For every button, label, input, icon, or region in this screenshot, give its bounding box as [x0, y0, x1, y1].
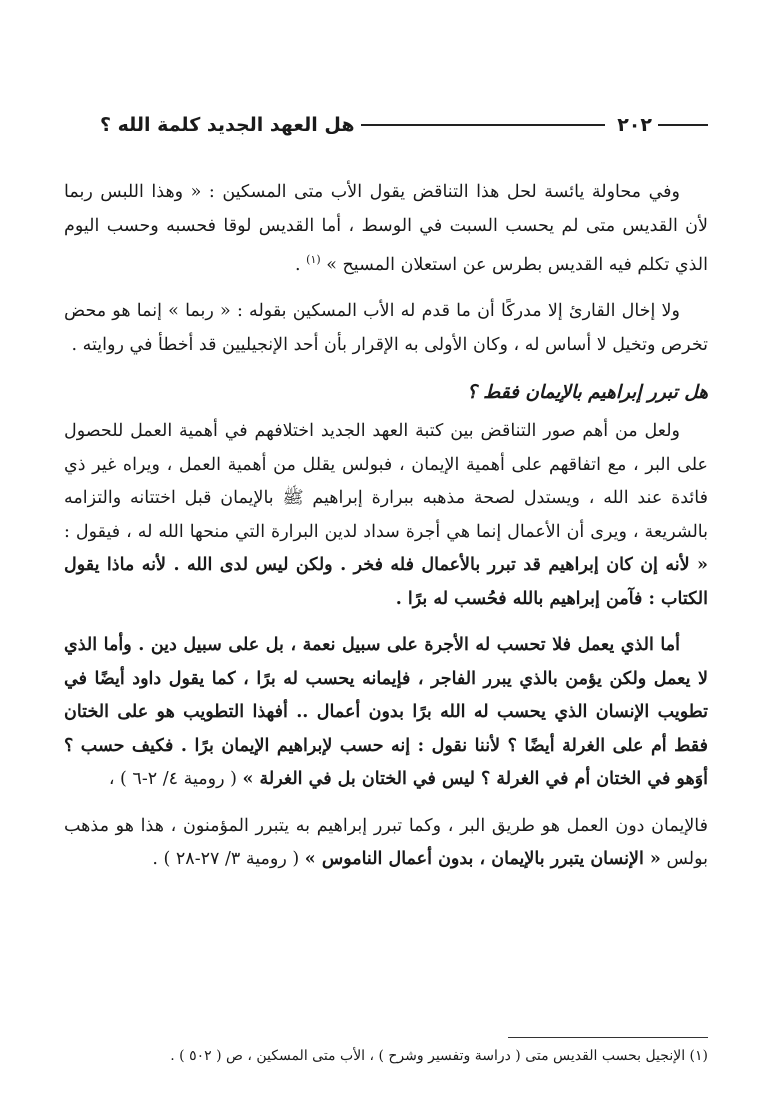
- page-number: ٢٠٢: [617, 114, 652, 136]
- paragraph-1: [64, 176, 708, 282]
- paragraph-5-quote: « الإنسان يتبرر بالإيمان ، بدون أعمال الناموس »: [304, 849, 661, 870]
- footnote: (١) الإنجيل بحسب القديس متى ( دراسة وتفسير وشرح ) ، الأب متى المسكين ، ص ( ٥٠٢ ) .: [170, 1048, 708, 1064]
- footnote-marker: (١): [306, 253, 321, 266]
- paragraph-2: ولا إخال القارئ إلا مدركًا أن ما قدم له الأب المسكين بقوله : « ربما » إنما هو محض تخرص وتخيل لا أساس له ، وكان الأولى به الإقرار بأن أحد الإنجيليين قد أخطأ في روايته .: [64, 301, 708, 355]
- header-rule: [361, 124, 606, 126]
- paragraph-1-end: .: [295, 254, 307, 275]
- section-heading: هل تبرر إبراهيم بالإيمان فقط ؟: [466, 382, 708, 404]
- page-title: هل العهد الجديد كلمة الله ؟: [100, 114, 355, 136]
- running-header: [90, 108, 708, 142]
- header-rule-right: [658, 124, 708, 126]
- paragraph-3-text: ولعل من أهم صور التناقض بين كتبة العهد الجديد اختلافهم في أهمية العمل للحصول على البر ، مع اتفاقهم على أهمية الإيمان ، فبولس يقلل من أهمية العمل ، ويراه غير ذي فائدة عند الله ، ويستدل لصحة مذهبه ببرارة إبراهيم ﷺ بالإيمان قبل اختتانه والتزامه بالشريعة ، ويرى أن الأعمال إنما هي أجرة سداد لدين البرارة التي منحها الله له ، فيقول :: [64, 421, 708, 542]
- paragraph-3-quote: « لأنه إن كان إبراهيم قد تبرر بالأعمال فله فخر . ولكن ليس لدى الله . لأنه ماذا يقول الكتاب : فآمن إبراهيم بالله فحُسب له برًا .: [64, 555, 708, 609]
- paragraph-1-text: وفي محاولة يائسة لحل هذا التناقض يقول الأب متى المسكين : « وهذا اللبس ربما لأن القديس متى لم يحسب السبت في الوسط ، أما القديس لوقا فحسبه وحسب اليوم الذي تكلم فيه القديس بطرس عن استعلان المسيح »: [64, 182, 708, 275]
- page-body: [64, 176, 708, 890]
- paragraph-5-text: فالإيمان دون العمل هو طريق البر ، وكما تبرر إبراهيم به يتبرر المؤمنون ، هذا هو مذهب بولس: [64, 815, 708, 870]
- paragraph-3: [64, 415, 708, 616]
- paragraph-5: [64, 810, 708, 877]
- footnote-divider: [508, 1037, 708, 1038]
- paragraph-5-ref: ( رومية ٣/ ٢٧-٢٨ ) .: [152, 849, 305, 870]
- paragraph-4-quote: أما الذي يعمل فلا تحسب له الأجرة على سبيل نعمة ، بل على سبيل دين . وأما الذي لا يعمل ولكن يؤمن بالذي يبرر الفاجر ، فإيمانه يحسب له برًا ، كما يقول داود أيضًا في تطويب الإنسان الذي يحسب له الله برًا بدون أعمال .. أفهذا التطويب هو على الختان فقط أم على الغرلة أيضًا ؟ لأننا نقول : إنه حسب لإبراهيم الإيمان برًا . فكيف حسب ؟ أوَهو في الختان أم في الغرلة ؟ ليس في الختان بل في الغرلة »: [64, 635, 708, 790]
- paragraph-4: [64, 629, 708, 797]
- paragraph-4-ref: ( رومية ٤/ ٢-٦ ) ،: [108, 769, 243, 790]
